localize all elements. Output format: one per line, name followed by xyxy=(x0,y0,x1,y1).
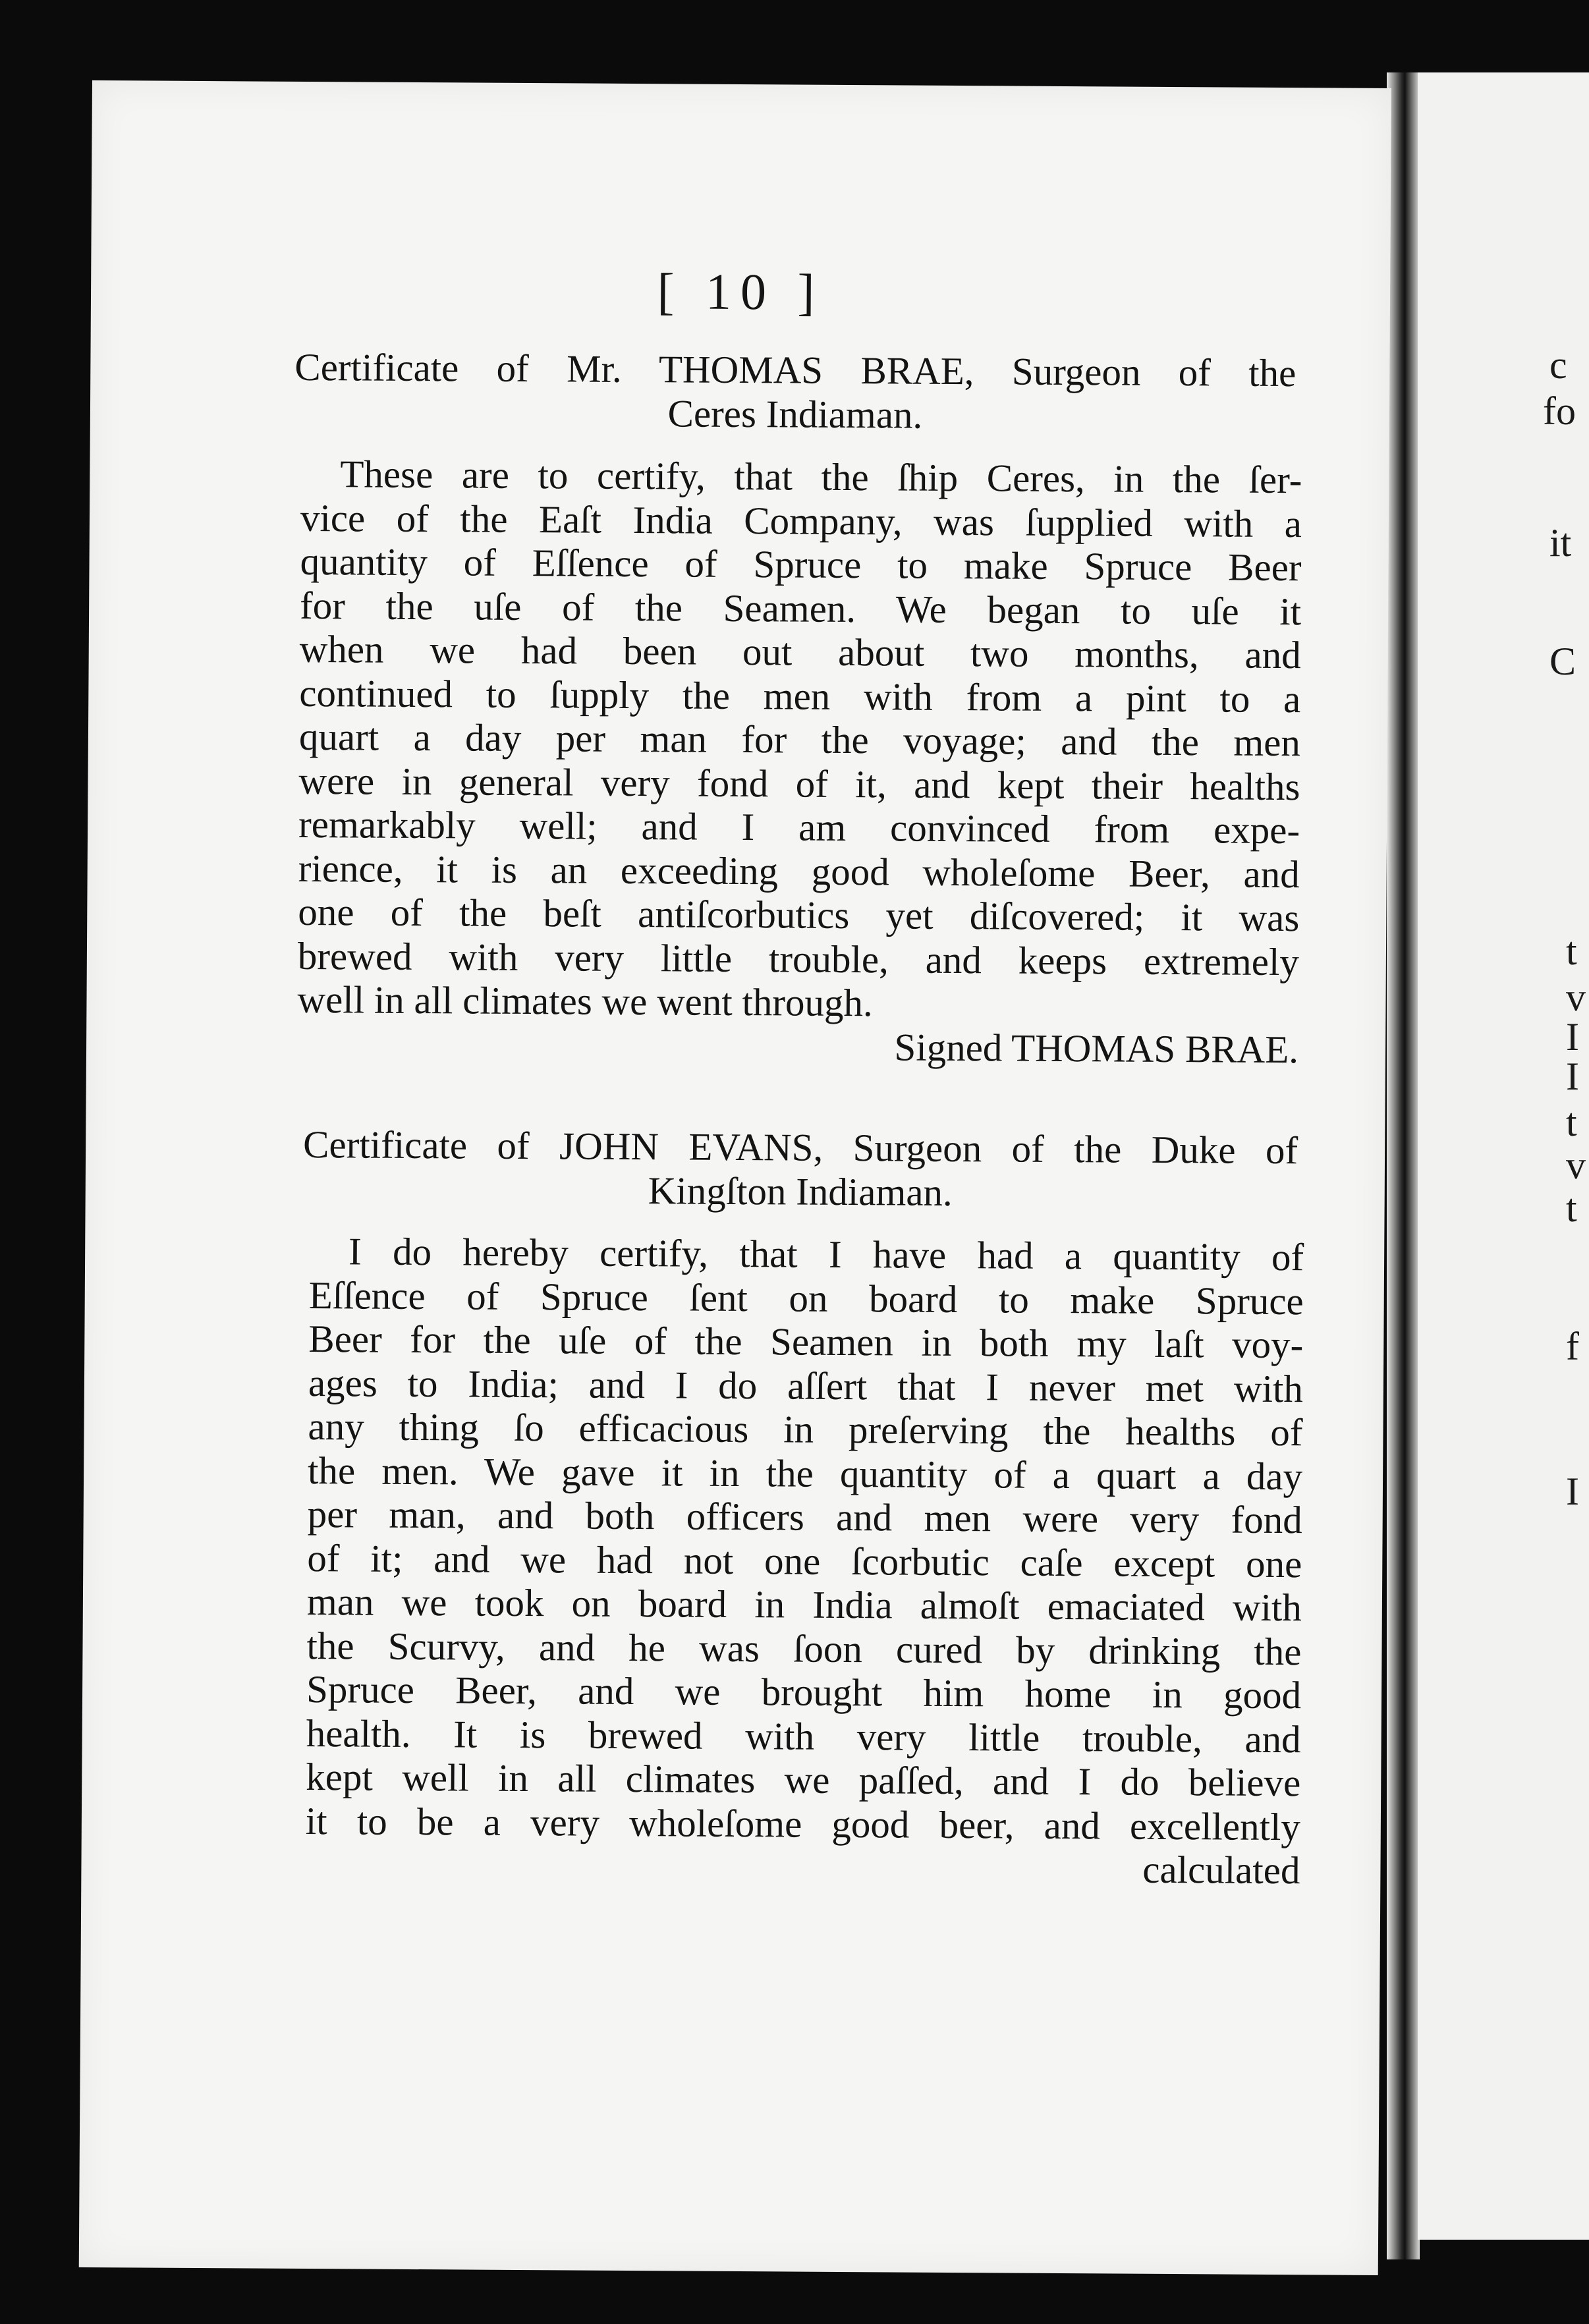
text-line: quart a day per man for the voyage; and the men xyxy=(298,714,1301,765)
text-line: continued to ſupply the men with from a pint to a xyxy=(299,671,1301,721)
text-line: vice of the Eaſt India Company, was ſupplied with a xyxy=(300,495,1302,545)
book-gutter xyxy=(1387,72,1420,2259)
facing-page xyxy=(1418,72,1589,2240)
facing-page-fragment: c xyxy=(1549,343,1567,387)
text-line: for the uſe of the Seamen. We began to uſe it xyxy=(299,583,1302,633)
text-line: well in all climates we went through. xyxy=(297,977,874,1025)
signature-brae: Signed THOMAS BRAE. xyxy=(894,1024,1299,1071)
text-line: quantity of Eſſence of Spruce to make Spruce Beer xyxy=(300,539,1302,590)
text-line: remarkably well; and I am convinced from expe- xyxy=(298,802,1300,852)
text-line: kept well in all climates we paſſed, and I do believe xyxy=(306,1755,1301,1805)
text-line: These are to certify, that the ſhip Ceres, in the ſer- xyxy=(340,452,1302,502)
certificate-heading-evans xyxy=(303,1122,1298,1216)
certificate-heading-brae xyxy=(294,345,1296,439)
text-line: Eſſence of Spruce ſent on board to make Spruce xyxy=(308,1273,1304,1323)
certificate-heading-line: Kingſton Indiaman. xyxy=(648,1168,953,1214)
facing-page-fragment: I xyxy=(1566,1015,1579,1059)
text-line: one of the beſt antiſcorbutics yet diſcovered; it was xyxy=(298,889,1300,940)
text-line: when we had been out about two months, and xyxy=(299,626,1301,677)
facing-page-fragment: v xyxy=(1566,976,1586,1019)
text-line: brewed with very little trouble, and keeps extremely xyxy=(297,933,1300,983)
text-line: of it; and we had not one ſcorbutic caſe except one xyxy=(307,1536,1302,1586)
certificate-body-brae xyxy=(297,452,1302,1071)
text-line: it to be a very wholeſome good beer, and excellently xyxy=(305,1798,1301,1848)
text-line: the men. We gave it in the quantity of a quart a day xyxy=(307,1448,1303,1498)
text-line: the Scurvy, and he was ſoon cured by drinking the xyxy=(306,1623,1302,1673)
text-line: ages to India; and I do aſſert that I never met with xyxy=(308,1360,1304,1410)
text-line: man we took on board in India almoſt emaciated with xyxy=(306,1580,1302,1630)
certificate-body-evans xyxy=(305,1229,1304,1893)
text-line: any thing ſo efficacious in preſerving the healths of xyxy=(308,1404,1303,1454)
text-line: health. It is brewed with very little trouble, and xyxy=(306,1711,1301,1761)
page-number: [ 10 ] xyxy=(657,262,824,321)
book-page xyxy=(79,80,1391,2275)
text-line: Spruce Beer, and we brought him home in good xyxy=(306,1667,1302,1717)
certificate-heading-line: Ceres Indiaman. xyxy=(667,391,923,437)
catchword: calculated xyxy=(1142,1847,1300,1893)
certificate-heading-line: Certificate of Mr. THOMAS BRAE, Surgeon of the xyxy=(294,345,1296,395)
facing-page-fragment: it xyxy=(1549,521,1572,565)
facing-page-fragment: f xyxy=(1566,1325,1579,1368)
show-through xyxy=(304,1090,1292,1095)
text-line: Beer for the uſe of the Seamen in both my laſt voy- xyxy=(308,1317,1304,1367)
text-line: were in general very fond of it, and kept their healths xyxy=(298,758,1300,808)
facing-page-fragment: I xyxy=(1566,1055,1579,1098)
facing-page-fragment: t xyxy=(1566,1186,1577,1230)
facing-page-fragment: v xyxy=(1566,1144,1586,1187)
facing-page-fragment: I xyxy=(1566,1470,1579,1513)
text-line: rience, it is an exceeding good wholeſome Beer, and xyxy=(298,846,1300,896)
text-line: per man, and both officers and men were very fond xyxy=(307,1492,1302,1542)
text-line: I do hereby certify, that I have had a quantity of xyxy=(348,1229,1304,1279)
facing-page-fragment: t xyxy=(1566,1101,1577,1144)
facing-page-fragment: C xyxy=(1549,640,1576,683)
certificate-heading-line: Certificate of JOHN EVANS, Surgeon of the Duke of xyxy=(302,1122,1298,1173)
facing-page-fragment: t xyxy=(1566,929,1577,973)
facing-page-fragment: fo xyxy=(1543,389,1576,433)
